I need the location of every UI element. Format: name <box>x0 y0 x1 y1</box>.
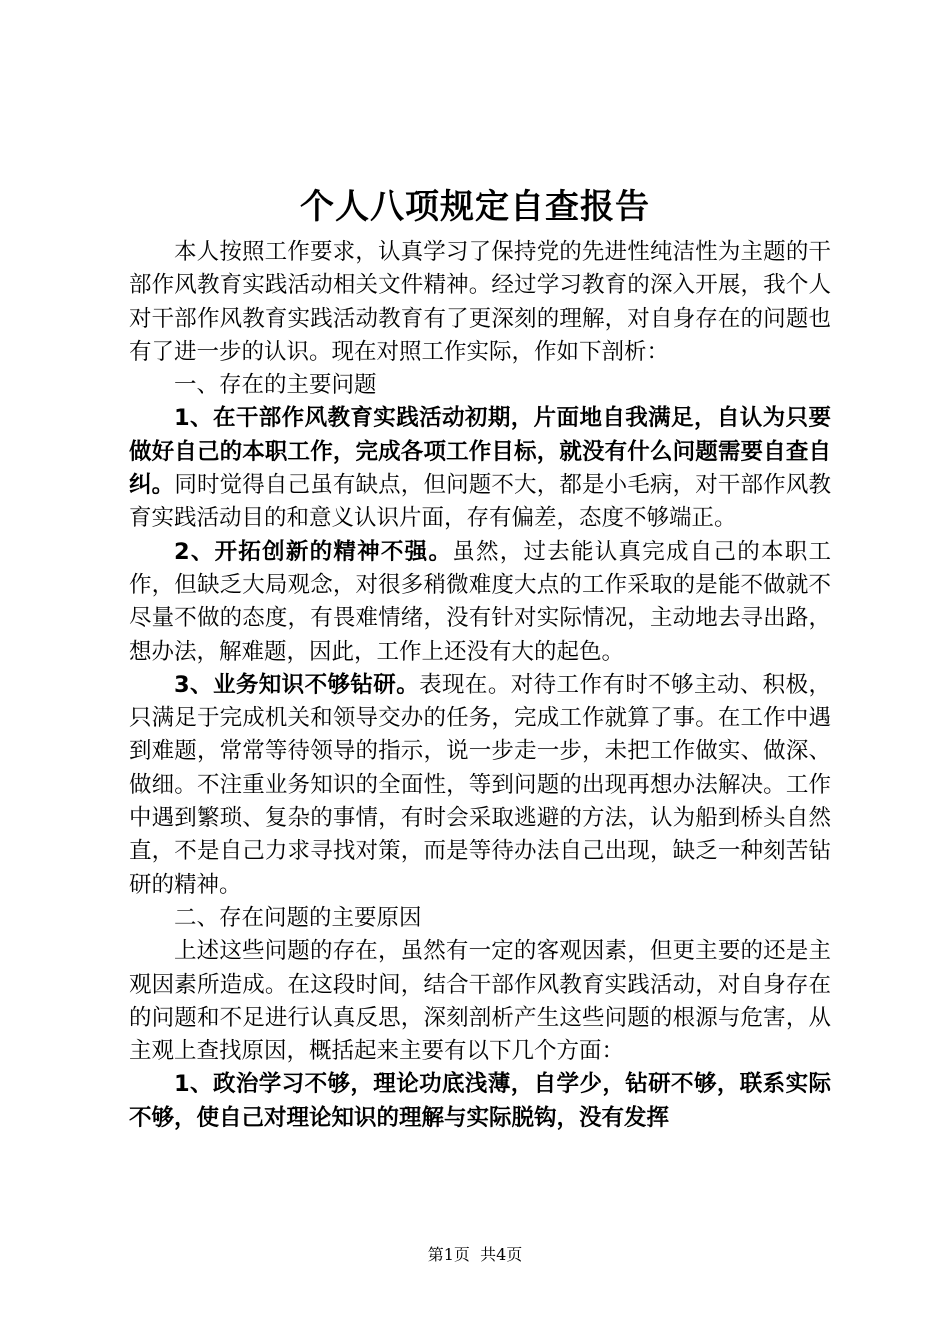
section1-item3-bold: 3、业务知识不够钻研。 <box>174 671 420 698</box>
section1-item2-bold: 2、开拓创新的精神不强。 <box>174 538 453 565</box>
section1-item1-text: 同时觉得自己虽有缺点，但问题不大，都是小毛病，对干部作风教育实践活动目的和意义认识片面，存有偏差，态度不够端正。 <box>129 472 831 532</box>
section2-intro: 上述这些问题的存在，虽然有一定的客观因素，但更主要的还是主观因素所造成。在这段时间，结合干部作风教育实践活动，对自身存在的问题和不足进行认真反思，深刻剖析产生这些问题的根源与危害，从主观上查找原因，概括起来主要有以下几个方面： <box>129 938 831 1065</box>
page-number-label: 第1页 共4页 <box>427 1245 523 1264</box>
page-footer <box>0 1243 950 1267</box>
section2-heading: 二、存在问题的主要原因 <box>174 904 422 931</box>
intro-paragraph: 本人按照工作要求，认真学习了保持党的先进性纯洁性为主题的干部作风教育实践活动相关文件精神。经过学习教育的深入开展，我个人对干部作风教育实践活动教育有了更深刻的理解，对自身存在的问题也有了进一步的认识。现在对照工作实际，作如下剖析： <box>129 239 831 365</box>
section2-item1: 1、政治学习不够，理论功底浅薄，自学少，钻研不够，联系实际不够，使自己对理论知识的理解与实际脱钩，没有发挥 <box>129 1071 831 1131</box>
section1-item1 <box>129 402 831 535</box>
section1-item1-bold: 1、在干部作风教育实践活动初期，片面地自我满足，自认为只要做好自己的本职工作，完成各项工作目标，就没有什么问题需要自查自纠。 <box>129 405 831 499</box>
document-body <box>129 236 831 1135</box>
section1-heading: 一、存在的主要问题 <box>174 372 377 399</box>
document-title: 个人八项规定自查报告 <box>300 187 650 227</box>
section1-item3 <box>129 669 831 902</box>
section1-item2 <box>129 536 831 669</box>
section1-item2-text: 虽然，过去能认真完成自己的本职工作，但缺乏大局观念，对很多稍微难度大点的工作采取的是能不做就不尽量不做的态度，有畏难情绪，没有针对实际情况，主动地去寻出路，想办法，解难题，因此，工作上还没有大的起色。 <box>129 538 831 665</box>
section1-item3-text: 表现在。对待工作有时不够主动、积极，只满足于完成机关和领导交办的任务，完成工作就算了事。在工作中遇到难题，常常等待领导的指示，说一步走一步，未把工作做实、做深、做细。不注重业务知识的全面性，等到问题的出现再想办法解决。工作中遇到繁琐、复杂的事情，有时会采取逃避的方法，认为船到桥头自然直，不是自己力求寻找对策，而是等待办法自己出现，缺乏一种刻苦钻研的精神。 <box>129 671 831 898</box>
